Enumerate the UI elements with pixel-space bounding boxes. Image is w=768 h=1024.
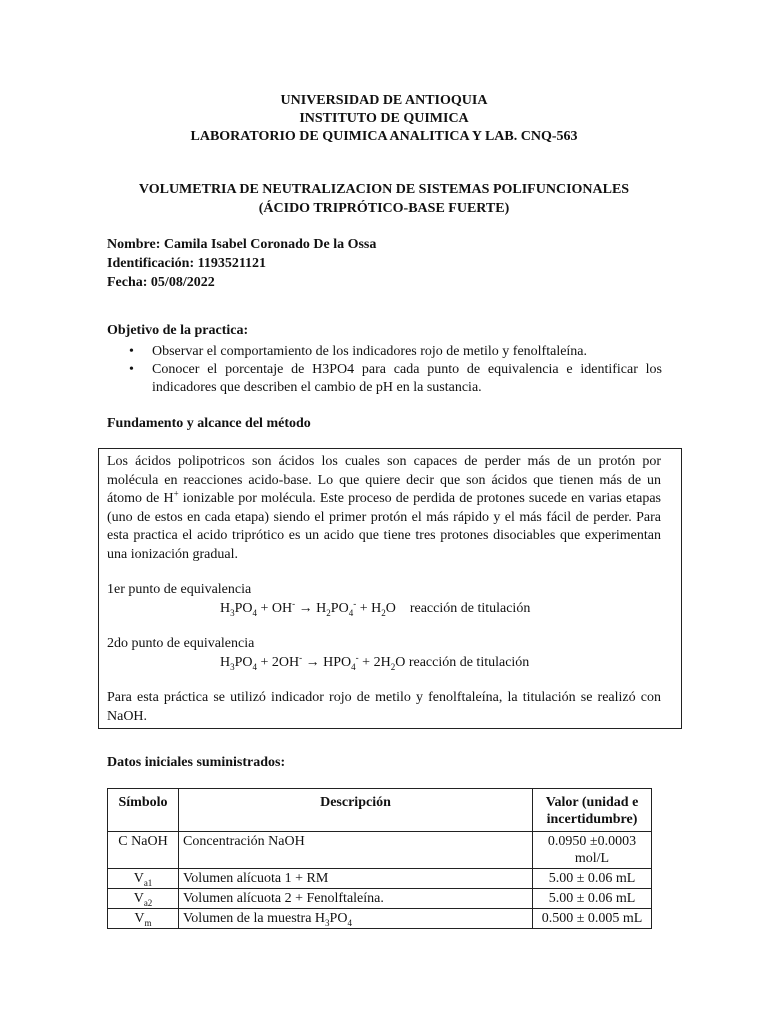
bullet-icon: • xyxy=(129,362,134,377)
institution-header xyxy=(0,92,768,146)
eq1-equation: $H_3PO_4 + OH^- \to H_2PO_4^- + H_2O$ reacción de titulación xyxy=(220,597,531,618)
cell-value: 0.0950 ±0.0003 mol/L xyxy=(533,832,652,869)
cell-description: Volumen alícuota 1 + RM xyxy=(179,869,533,889)
cell-symbol: C NaOH xyxy=(108,832,179,869)
cell-value: 5.00 ± 0.06 mL xyxy=(533,869,652,889)
datos-heading: Datos iniciales suministrados: xyxy=(107,755,286,770)
table-row xyxy=(108,909,652,929)
objective-text-2: Conocer el porcentaje de H3PO4 para cada punto de equivalencia e identificar los indicadores que describen el cambio de pH en la sustancia. xyxy=(152,362,662,395)
cell-value: 0.500 ± 0.005 mL xyxy=(533,909,652,929)
eq1-label: 1er punto de equivalencia xyxy=(107,582,252,597)
cell-symbol: $V_{a2}$ xyxy=(108,889,179,909)
list-item xyxy=(107,361,662,397)
cell-description: Volumen alícuota 2 + Fenolftaleína. xyxy=(179,889,533,909)
header-lab: LABORATORIO DE QUIMICA ANALITICA Y LAB. CNQ-563 xyxy=(190,129,578,144)
objective-text-1: Observar el comportamiento de los indicadores rojo de metilo y fenolftaleína. xyxy=(152,344,588,359)
fundamento-box xyxy=(98,448,682,729)
cell-description: Volumen de la muestra $H_3PO_4$ xyxy=(179,909,533,929)
header-institute: INSTITUTO DE QUIMICA xyxy=(299,111,469,126)
bullet-icon: • xyxy=(129,344,134,359)
arrow-icon: → xyxy=(302,654,324,670)
table-header-row xyxy=(108,789,652,832)
eq2-label: 2do punto de equivalencia xyxy=(107,636,255,651)
arrow-icon: → xyxy=(295,600,317,616)
indicator-paragraph: Para esta práctica se utilizó indicador rojo de metilo y fenolftaleína, la titulación se realizó con NaOH. xyxy=(107,690,661,724)
eq2-equation: $H_3PO_4 + 2OH^- \to HPO_4^- + 2H_2O$ reacción de titulación xyxy=(220,651,530,672)
cell-symbol: $V_{a1}$ xyxy=(108,869,179,889)
table-row xyxy=(108,889,652,909)
cell-symbol: $V_m$ xyxy=(108,909,179,929)
report-date: Fecha: 05/08/2022 xyxy=(107,275,215,290)
table-row xyxy=(108,832,652,869)
header-university: UNIVERSIDAD DE ANTIOQUIA xyxy=(280,93,488,108)
title-line-1: VOLUMETRIA DE NEUTRALIZACION DE SISTEMAS POLIFUNCIONALES xyxy=(138,182,630,197)
student-id: Identificación: 1193521121 xyxy=(107,256,267,271)
objective-list xyxy=(107,343,662,397)
fundamento-heading: Fundamento y alcance del método xyxy=(107,416,311,431)
table-row xyxy=(108,869,652,889)
col-valor: Valor (unidad e incertidumbre) xyxy=(533,789,652,832)
document-title xyxy=(0,180,768,218)
cell-description: Concentración NaOH xyxy=(179,832,533,869)
col-simbolo: Símbolo xyxy=(108,789,179,832)
col-descripcion: Descripción xyxy=(179,789,533,832)
title-line-2: (ÁCIDO TRIPRÓTICO-BASE FUERTE) xyxy=(258,201,510,216)
objective-heading: Objetivo de la practica: xyxy=(107,323,249,338)
fundamento-paragraph: Los ácidos polipotricos son ácidos los cuales son capaces de perder más de un protón por molécula en reacciones acido-base. Lo que quiere decir que son ácidos que tienen más de un átomo de H+ ionizable por molécula. Este proceso de perdida de protones sucede en varias etapas (uno de estos en cada etapa) siendo el primer protón el más rápido y el más fácil de perder. Para esta practica el acido triprótico es un acido que tiene tres protones disociables que experimentan una ionización gradual. xyxy=(107,454,661,562)
list-item xyxy=(107,343,662,361)
student-name: Nombre: Camila Isabel Coronado De la Ossa xyxy=(107,237,377,252)
student-info xyxy=(107,235,376,292)
datos-table xyxy=(107,788,652,929)
cell-value: 5.00 ± 0.06 mL xyxy=(533,889,652,909)
